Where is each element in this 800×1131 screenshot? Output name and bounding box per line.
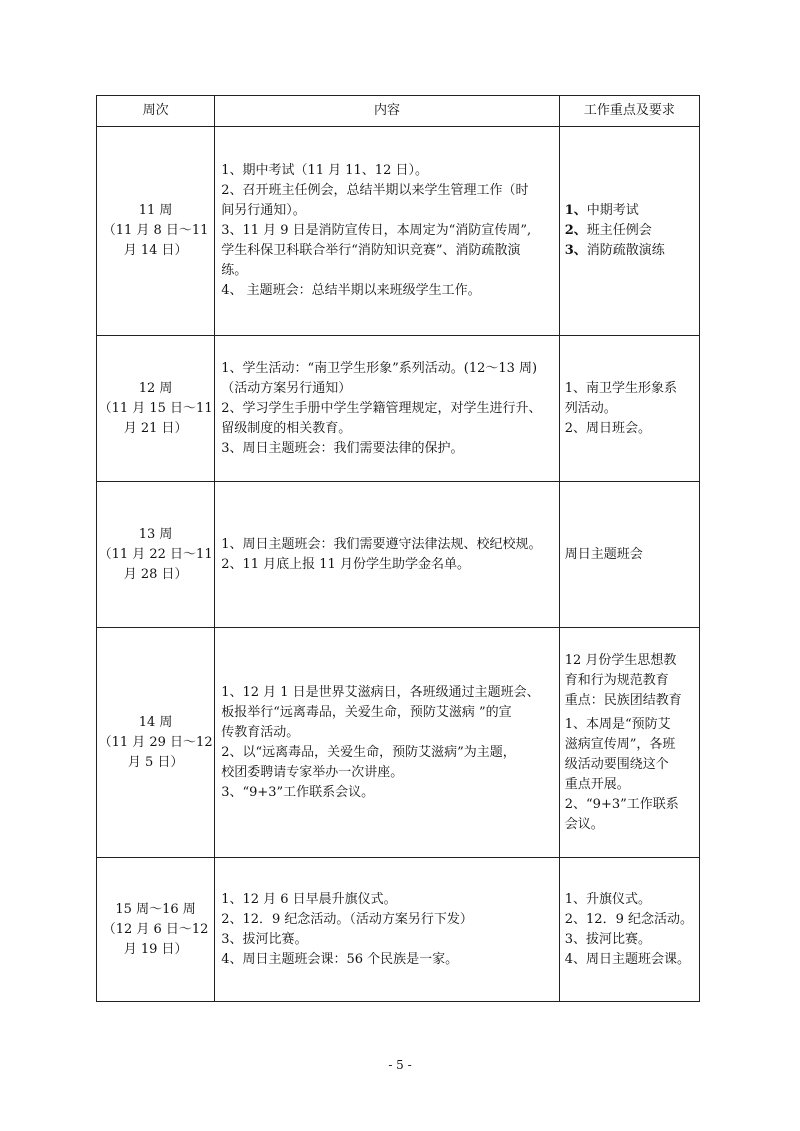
table-row — [97, 628, 700, 858]
content-line: 1、周日主题班会：我们需要遵守法律法规、校纪校规。 — [221, 536, 542, 552]
focus-line: 1、本周是“预防艾 — [564, 716, 671, 732]
focus-line: 2、周日班会。 — [564, 420, 652, 436]
focus-line: 1、升旗仪式。 — [564, 891, 652, 907]
week-range: 月 21 日） — [123, 420, 188, 436]
content-line: 2、12．9 纪念活动。（活动方案另行下发） — [221, 911, 473, 927]
week-cell — [97, 127, 215, 336]
focus-line: 1、南卫学生形象系 — [564, 380, 678, 396]
week-cell — [97, 628, 215, 858]
week-label: 12 周 — [138, 380, 173, 396]
content-line: 3、“9+3”工作联系会议。 — [221, 784, 375, 800]
week-cell — [97, 336, 215, 482]
focus-number: 3、 — [564, 243, 587, 258]
focus-cell — [559, 482, 699, 628]
content-line: 传教育活动。 — [221, 724, 300, 740]
focus-line: 2、12．9 纪念活动。 — [564, 911, 693, 927]
focus-line: 育和行为规范教育 — [564, 672, 669, 688]
content-line: 2、召开班主任例会，总结半期以来学生管理工作（时 — [221, 183, 529, 198]
content-line: 学生科保卫科联合举行“消防知识竞赛”、消防疏散演 — [221, 243, 521, 258]
focus-number: 2、 — [564, 223, 587, 238]
content-line: 4、 主题班会：总结半期以来班级学生工作。 — [221, 283, 481, 298]
table-row — [97, 482, 700, 628]
focus-line: 重点：民族团结教育 — [564, 692, 682, 708]
header-week: 周次 — [97, 96, 215, 127]
focus-text: 中期考试 — [586, 203, 639, 218]
content-cell — [215, 858, 560, 1002]
focus-line: 12 月份学生思想教 — [564, 652, 677, 668]
header-content: 内容 — [215, 96, 560, 127]
schedule-table — [96, 95, 700, 1002]
week-range: （11 月 29 日～12 — [98, 734, 213, 750]
focus-line: 重点开展。 — [564, 776, 630, 792]
content-line: 1、12 月 1 日是世界艾滋病日，各班级通过主题班会、 — [221, 684, 540, 700]
content-line: 练。 — [221, 263, 248, 278]
week-range: （11 月 15 日～11 — [98, 400, 213, 416]
focus-line: 2、“9+3”工作联系 — [564, 796, 679, 812]
content-cell — [215, 336, 560, 482]
week-label: 14 周 — [138, 714, 173, 730]
focus-line — [565, 201, 695, 221]
table-header-row — [97, 96, 700, 127]
week-range: （11 月 22 日～11 — [98, 546, 213, 562]
focus-line — [565, 221, 695, 241]
content-cell — [215, 127, 560, 336]
header-focus: 工作重点及要求 — [559, 96, 699, 127]
table-row — [97, 336, 700, 482]
focus-cell — [559, 127, 699, 336]
content-line: 间另行通知）。 — [221, 203, 306, 218]
content-line: （活动方案另行通知） — [221, 380, 352, 396]
week-range: （12 月 6 日～12 — [102, 921, 209, 937]
content-line: 1、学生活动：“南卫学生形象”系列活动。(12～13 周) — [221, 360, 538, 376]
focus-text: 班主任例会 — [586, 223, 652, 238]
content-line: 3、周日主题班会：我们需要法律的保护。 — [221, 440, 464, 456]
content-cell — [215, 628, 560, 858]
focus-line: 3、拔河比赛。 — [564, 931, 652, 947]
table-row — [97, 127, 700, 336]
content-line: 1、12 月 6 日早晨升旗仪式。 — [221, 891, 397, 907]
content-line: 2、以“远离毒品，关爱生命，预防艾滋病”为主题， — [221, 744, 516, 760]
week-cell — [97, 858, 215, 1002]
focus-cell — [559, 628, 699, 858]
focus-line: 级活动要围绕这个 — [564, 756, 669, 772]
content-line: 2、11 月底上报 11 月份学生助学金名单。 — [221, 556, 470, 572]
focus-number: 1、 — [564, 203, 587, 218]
focus-cell — [559, 336, 699, 482]
focus-line: 列活动。 — [564, 400, 617, 416]
content-line: 3、拔河比赛。 — [221, 931, 308, 947]
week-range: 月 5 日） — [127, 754, 184, 770]
content-cell — [215, 482, 560, 628]
content-line: 2、学习学生手册中学生学籍管理规定，对学生进行升、 — [221, 400, 542, 416]
focus-line: 会议。 — [564, 816, 604, 832]
week-range: （11 月 8 日～11 — [102, 223, 209, 238]
week-label: 15 周～16 周 — [115, 901, 196, 917]
focus-line: 周日主题班会 — [564, 546, 643, 562]
week-range: 月 28 日） — [123, 566, 188, 582]
content-line: 4、周日主题班会课：56 个民族是一家。 — [221, 951, 459, 967]
week-label: 11 周 — [138, 203, 173, 218]
content-line: 留级制度的相关教育。 — [221, 420, 352, 436]
page-number: - 5 - — [388, 1058, 412, 1072]
focus-line: 4、周日主题班会课。 — [564, 951, 691, 967]
table-row — [97, 858, 700, 1002]
content-line: 1、期中考试（11 月 11、12 日）。 — [221, 163, 428, 178]
week-label: 13 周 — [138, 526, 173, 542]
week-range: 月 14 日） — [123, 243, 188, 258]
focus-text: 消防疏散演练 — [586, 243, 665, 258]
focus-cell — [559, 858, 699, 1002]
content-line: 板报举行“远离毒品，关爱生命，预防艾滋病 ”的宣 — [221, 704, 512, 720]
focus-line — [565, 241, 695, 261]
content-line: 3、11 月 9 日是消防宣传日，本周定为“消防宣传周”, — [221, 223, 532, 238]
week-range: 月 19 日） — [123, 941, 188, 957]
content-line: 校团委聘请专家举办一次讲座。 — [221, 764, 404, 780]
focus-line: 滋病宣传周”，各班 — [564, 736, 676, 752]
week-cell — [97, 482, 215, 628]
